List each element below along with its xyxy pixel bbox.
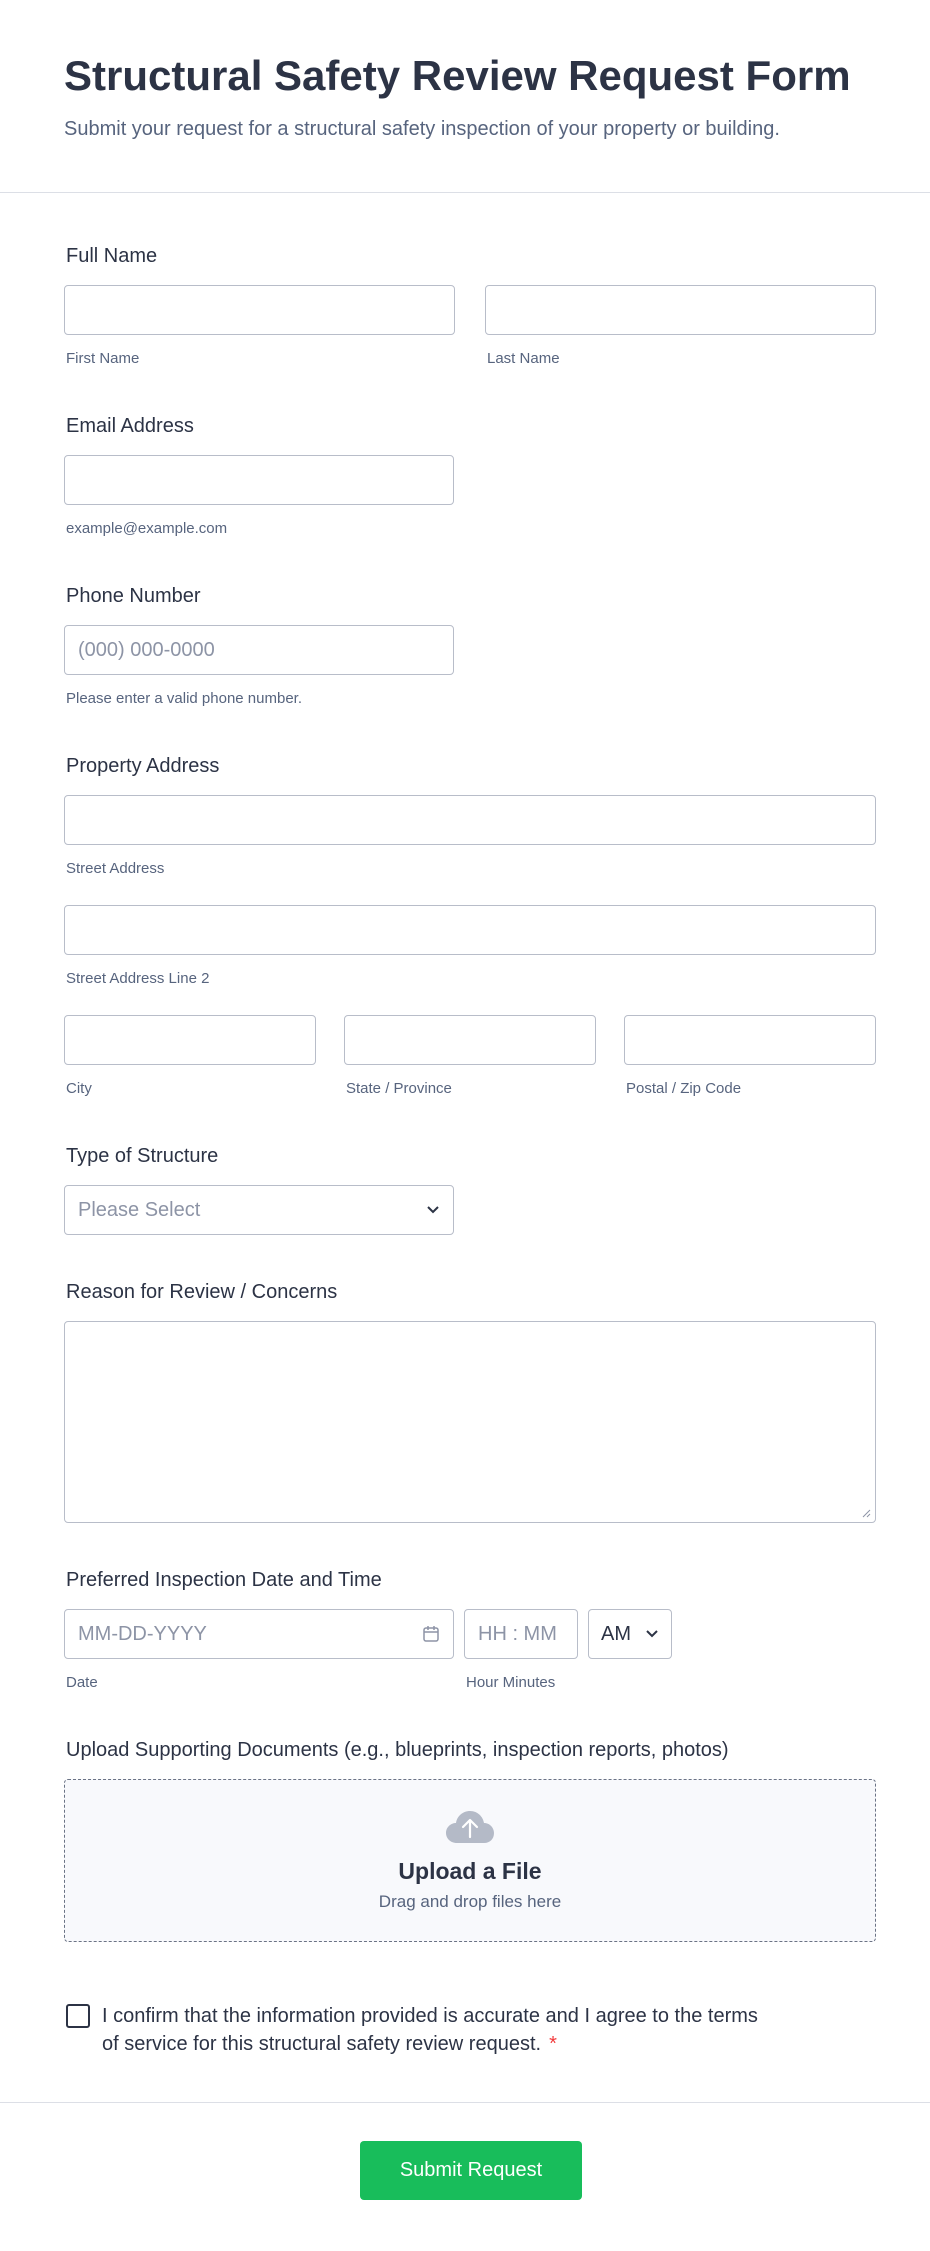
reason-label: Reason for Review / Concerns [66, 1281, 338, 1303]
phone-input[interactable] [64, 625, 454, 675]
first-name-input[interactable] [64, 285, 455, 335]
structure-type-placeholder: Please Select [78, 1198, 201, 1221]
time-placeholder: HH : MM [478, 1622, 557, 1645]
phone-label: Phone Number [66, 585, 201, 607]
cloud-upload-icon [445, 1810, 495, 1844]
state-sublabel: State / Province [346, 1080, 452, 1097]
last-name-sublabel: Last Name [487, 350, 560, 367]
structure-type-field [64, 1143, 866, 1235]
ampm-select[interactable] [588, 1609, 672, 1659]
consent-text: I confirm that the information provided is accurate and I agree to the terms of service for this structural safety review request. [102, 2005, 758, 2055]
upload-field [64, 1737, 866, 1942]
street-address-input[interactable] [64, 795, 876, 845]
state-input[interactable] [344, 1015, 596, 1065]
email-sublabel: example@example.com [66, 520, 228, 537]
file-dropzone[interactable] [64, 1779, 876, 1942]
email-input[interactable] [64, 455, 454, 505]
street-address-2-sublabel: Street Address Line 2 [66, 970, 210, 987]
phone-sublabel: Please enter a valid phone number. [66, 690, 302, 707]
consent-text-wrapper [102, 2002, 764, 2058]
calendar-icon[interactable] [422, 1625, 440, 1643]
full-name-label: Full Name [66, 245, 158, 267]
form-header [0, 0, 930, 193]
property-address-label: Property Address [66, 755, 220, 777]
upload-title: Upload a File [398, 1857, 542, 1884]
phone-field [64, 583, 866, 709]
structure-type-label: Type of Structure [66, 1145, 219, 1167]
consent-row [64, 2002, 764, 2058]
upload-label: Upload Supporting Documents (e.g., blueprints, inspection reports, photos) [66, 1739, 729, 1761]
phone-placeholder: (000) 000-0000 [78, 638, 215, 661]
inspection-datetime-label: Preferred Inspection Date and Time [66, 1569, 382, 1591]
consent-checkbox[interactable] [66, 2004, 90, 2028]
time-input[interactable] [464, 1609, 578, 1659]
email-field [64, 413, 866, 539]
street-address-2-input[interactable] [64, 905, 876, 955]
form-footer [0, 2102, 930, 2251]
ampm-value: AM [601, 1622, 631, 1645]
submit-button[interactable]: Submit Request [360, 2141, 582, 2200]
date-placeholder: MM-DD-YYYY [78, 1622, 207, 1645]
resize-grip-icon[interactable] [861, 1508, 871, 1518]
time-sublabel: Hour Minutes [466, 1674, 556, 1691]
first-name-sublabel: First Name [66, 350, 140, 367]
inspection-datetime-field [64, 1567, 866, 1693]
city-sublabel: City [66, 1080, 92, 1097]
form-body [0, 193, 930, 2058]
upload-subtitle: Drag and drop files here [378, 1891, 562, 1911]
chevron-down-icon [426, 1205, 440, 1215]
zip-sublabel: Postal / Zip Code [626, 1080, 742, 1097]
city-input[interactable] [64, 1015, 316, 1065]
date-sublabel: Date [66, 1674, 98, 1691]
street-address-sublabel: Street Address [66, 860, 165, 877]
chevron-down-icon [645, 1629, 659, 1639]
reason-field [64, 1279, 866, 1523]
reason-textarea[interactable] [64, 1321, 876, 1523]
structure-type-select[interactable] [64, 1185, 454, 1235]
full-name-field [64, 243, 866, 369]
zip-input[interactable] [624, 1015, 876, 1065]
last-name-input[interactable] [485, 285, 876, 335]
page-title: Structural Safety Review Request Form [64, 52, 851, 99]
page-subtitle: Submit your request for a structural safety inspection of your property or building. [64, 118, 780, 140]
date-input[interactable] [64, 1609, 454, 1659]
property-address-field [64, 753, 866, 1099]
email-label: Email Address [66, 415, 194, 437]
required-mark: * [549, 2033, 557, 2055]
